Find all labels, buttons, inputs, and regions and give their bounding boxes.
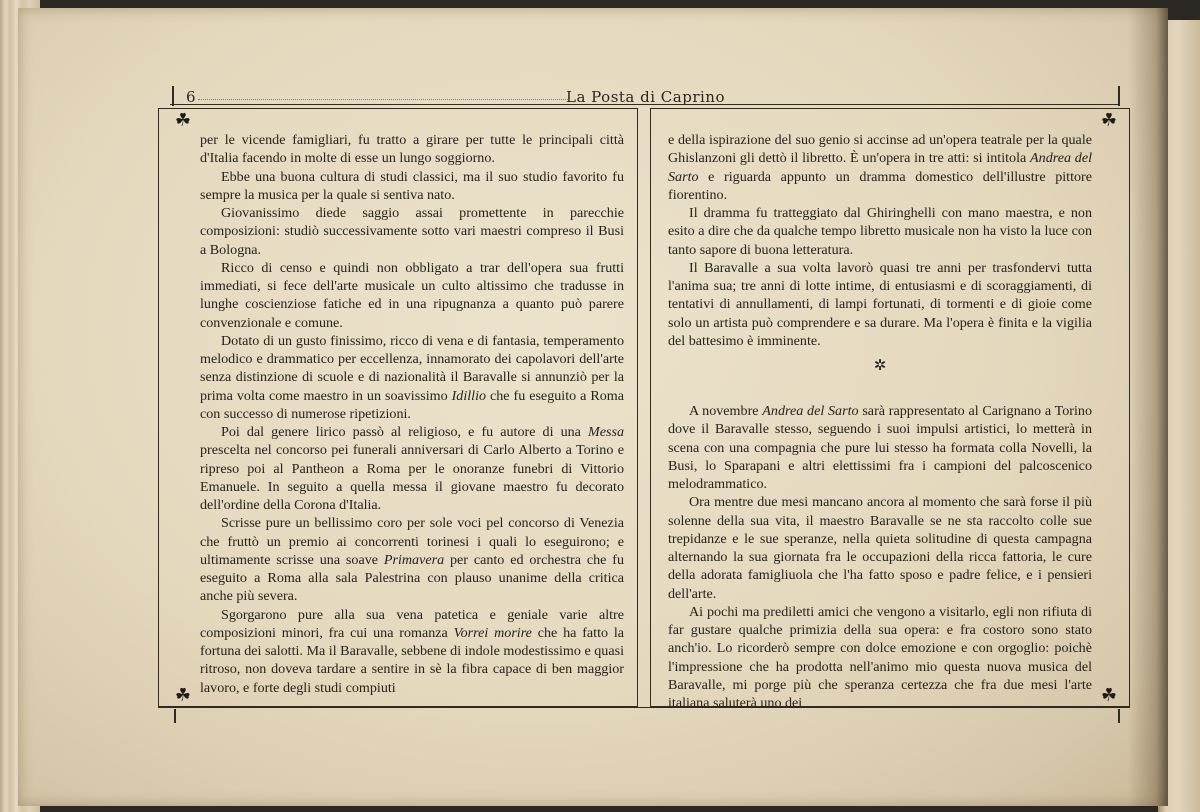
header-rule [170, 104, 1120, 105]
paragraph [200, 332, 624, 423]
paragraph: Ebbe una buona cultura di studi classici, ma il suo studio favorito fu sempre la musica per la quale si sentiva nato. [200, 168, 624, 203]
paragraph-text: che fu eseguito a Roma con successo di numerose ripetizioni. [200, 387, 624, 422]
paragraph: Giovanissimo diede saggio assai promettente in parecchie composizioni: studiò successivamente sotto vari maestri compreso il Busi a Bologna. [200, 205, 624, 258]
paragraph-text: e della ispirazione del suo genio si accinse ad un'opera teatrale per la quale Ghislanzoni gli dettò il libretto. È un'opera in tre atti: si intitola [668, 132, 1092, 167]
header-left-tick [172, 86, 174, 106]
paragraph-text: per canto ed orchestra che fu eseguito a Roma alla sala Palestrina con plauso unanime della critica anche più severa. [200, 551, 624, 605]
footer-left-tick [174, 709, 176, 723]
paragraph-text: sarà rappresentato al Carignano a Torino dove il Baravalle stesso, seguendo i suoi impulsi artistici, lo metterà in scena con una compagnia che pure lui stesso ha formata colla Novelli, la Busi, lo Sparapani e altri elettissimi fra i campioni del palcoscenico melodrammatico. [668, 403, 1093, 492]
paragraph [200, 423, 624, 514]
italic-title: Messa [587, 424, 624, 440]
asterisk-star-icon: ✲ [873, 358, 887, 374]
clover-ornament-icon: ☘ [1100, 685, 1118, 706]
header-right-tick [1118, 86, 1120, 106]
clover-ornament-icon: ☘ [174, 110, 192, 131]
paragraph: Ai pochi ma prediletti amici che vengono a visitarlo, egli non rifiuta di far gustare qualche primizia della sua opera: e fra costoro sono stato anch'io. Lo ricorderò sempre con dolce emozione e con orgoglio: poichè l'impressione che ha prodotta nell'animo mio questa nuova musica del Baravalle, mi porge più che speranza certezza che fra due mesi l'arte italiana saluterà uno dei [668, 603, 1092, 711]
paragraph-text: Dotato di un gusto finissimo, ricco di vena e di fantasia, temperamento melodico e drammatico per eccellenza, innamorato dei capolavori dell'arte senza distinzione di scuole e di nazionalità il Baravalle si annunziò per la prima volta come maestro in un soavissimo [200, 332, 624, 404]
left-column-text [200, 131, 624, 697]
gutter-shadow [1128, 8, 1168, 806]
paragraph-text: prescelta nel concorso pei funerali anniversari di Carlo Alberto a Torino e ripreso poi al Pantheon a Roma per le onoranze funebri di Vittorio Emanuele. In seguito a quella messa il giovane maestro fu decorato dell'ordine della Corona d'Italia. [200, 442, 624, 513]
page-number: 6 [186, 88, 197, 106]
paragraph: per le vicende famigliari, fu tratto a girare per tutte le principali città d'Italia facendo in molte di esse un lungo soggiorno. [200, 132, 624, 167]
italic-title: Andrea del Sarto [762, 403, 859, 419]
footer-right-tick [1118, 709, 1120, 723]
paragraph: Ricco di censo e quindi non obbligato a trar dell'opera sua frutti immediati, si fece dell'arte musicale un culto altissimo che tradusse in lunghe coscienziose fatiche ed in una ripugnanza a quanto può parere convenzionale e comune. [200, 259, 624, 331]
italic-title: Vorrei morire [453, 624, 532, 641]
clover-ornament-icon: ☘ [1100, 110, 1118, 131]
italic-title: Andrea del Sarto [668, 150, 1092, 185]
paragraph-text: Sgorgarono pure alla sua vena patetica e geniale varie altre composizioni minori, fra cui una romanza [200, 606, 624, 641]
footer-rule [158, 707, 1130, 708]
paragraph-text: Scrisse pure un bellissimo coro per sole voci pel concorso di Venezia che fruttò un premio ai concorrenti torinesi i quali lo eseguirono; e ultimamente scrisse una soave [200, 515, 624, 568]
italic-title: Primavera [383, 551, 445, 568]
header-leader-dots [198, 99, 568, 100]
running-header-title: La Posta di Caprino [566, 88, 725, 106]
paragraph [200, 606, 624, 697]
paragraph [200, 514, 624, 605]
paragraph [668, 402, 1092, 493]
italic-title: Idillio [451, 387, 487, 404]
paragraph-text: Poi dal genere lirico passò al religioso, e fu autore di una [221, 424, 588, 440]
paragraph-text: A novembre [689, 403, 763, 419]
paragraph-text: che ha fatto la fortuna dei salotti. Ma il Baravalle, sebbene di indole modestissimo e quasi ritroso, non doveva tardare a sentire in sè la fibra capace di ben maggior lavoro, e forte degli studi compiuti [200, 624, 624, 696]
clover-ornament-icon: ☘ [174, 685, 192, 706]
paragraph-text: e riguarda appunto un dramma domestico dell'illustre pittore fiorentino. [668, 168, 1092, 203]
section-spacer [668, 390, 1092, 402]
paragraph [668, 131, 1092, 204]
paragraph: Il dramma fu tratteggiato dal Ghiringhelli con mano maestra, e non esito a dire che da qualche tempo libretto musicale non ha visto la luce con tanto sapore di buona letteratura. [668, 205, 1092, 258]
paragraph: Ora mentre due mesi mancano ancora al momento che sarà forse il più solenne della sua vita, il maestro Baravalle se ne sta raccolto colle sue trepidanze e le sue speranze, nella quieta solitudine di questa campagna alternando la sua giornata fra le occupazioni della ricca fattoria, le cure della adorata famigliuola che l'ha fatto sposo e padre felice, e i pensieri dell'arte. [668, 494, 1092, 602]
paragraph: Il Baravalle a sua volta lavorò quasi tre anni per trasfondervi tutta l'anima sua; tre anni di lotte intime, di entusiasmi e di scoraggiamenti, di tentativi di annullamenti, di lampi fortunati, di tormenti e di gioie come solo un artista può comprendere e sa durare. Ma l'opera è finita e la vigilia del battesimo è imminente. [668, 259, 1092, 349]
right-column-text [668, 131, 1092, 712]
